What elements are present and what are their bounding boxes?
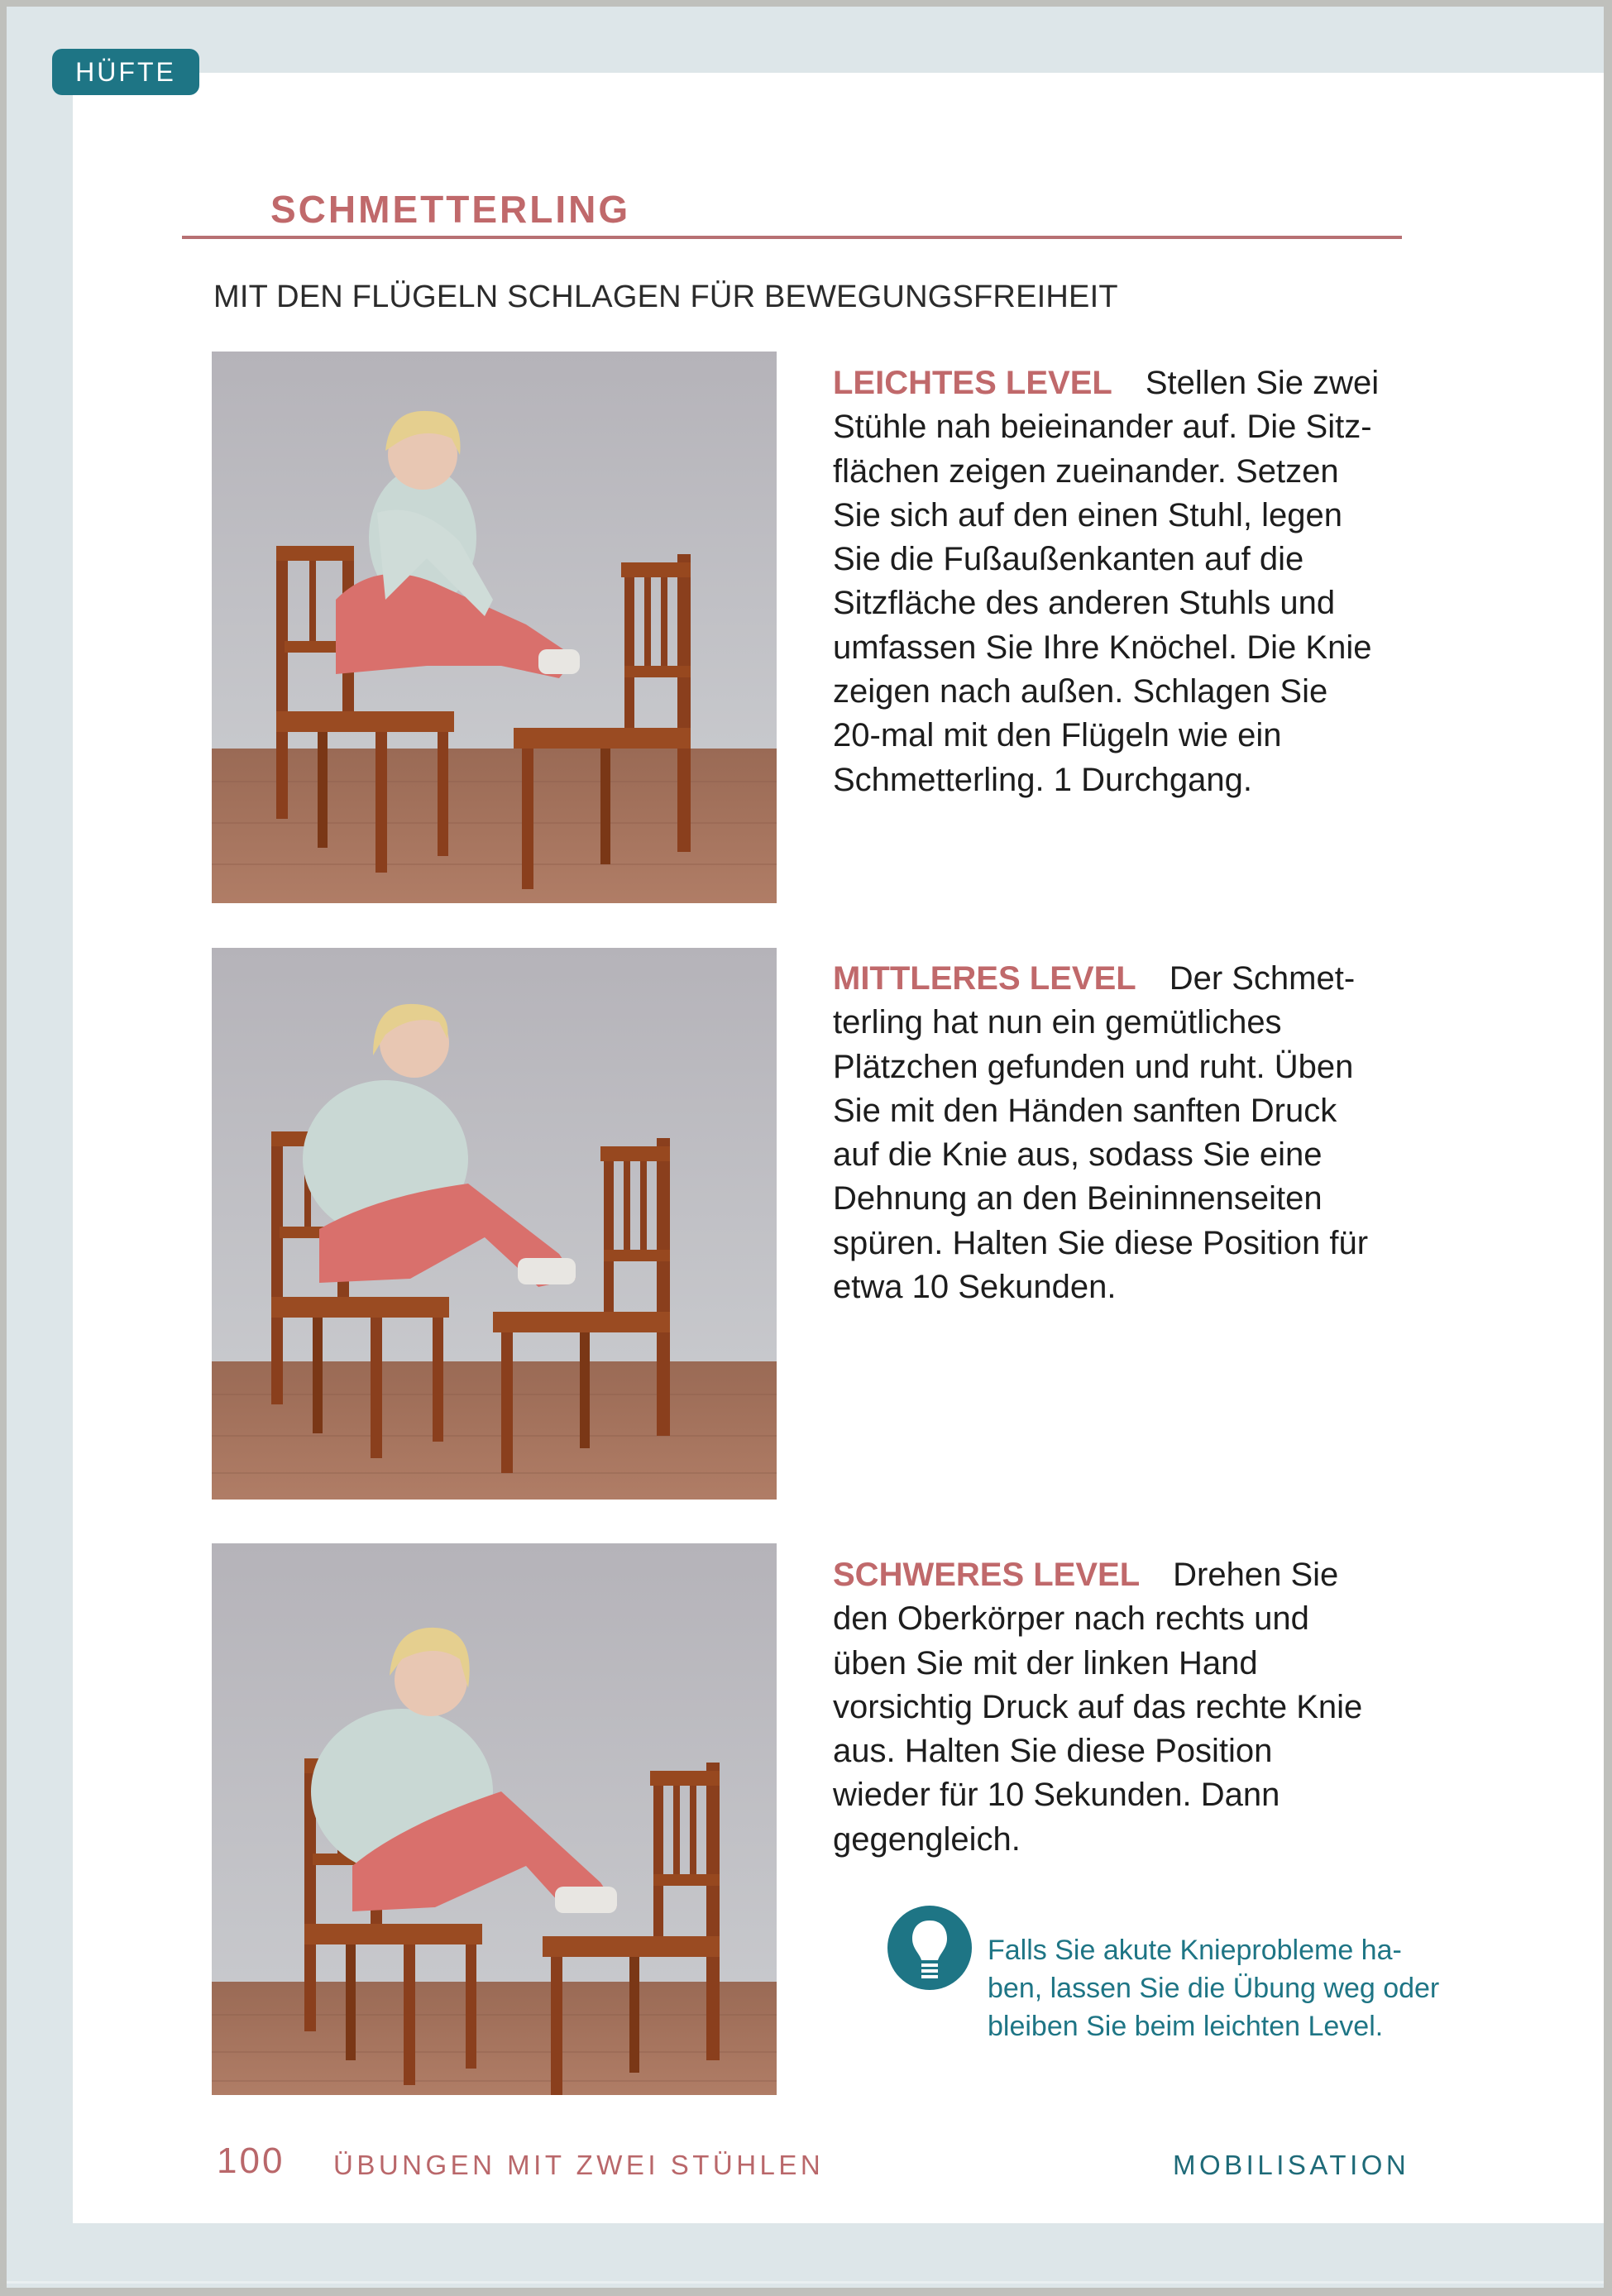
text-line: Dehnung an den Beininnenseiten: [833, 1180, 1323, 1217]
level-2-first-line: MITTLERES LEVEL Der Schmet-: [833, 960, 1356, 997]
level-2-label: MITTLERES LEVEL: [833, 960, 1136, 997]
section-tab-label: HÜFTE: [75, 56, 176, 87]
text-line: wieder für 10 Sekunden. Dann: [833, 1777, 1280, 1814]
footer-chapter: ÜBUNGEN MIT ZWEI STÜHLEN: [333, 2150, 825, 2180]
text-line: gegengleich.: [833, 1820, 1021, 1858]
text-line: Sie sich auf den einen Stuhl, legen: [833, 496, 1342, 533]
text-line: 20-mal mit den Flügeln wie ein: [833, 717, 1282, 754]
level-2-text: [833, 957, 1412, 1309]
tip-text: [988, 1931, 1500, 2045]
text-line: etwa 10 Sekunden.: [833, 1269, 1117, 1306]
level-3-label: SCHWERES LEVEL: [833, 1557, 1141, 1593]
text-line: Schmetterling. 1 Durchgang.: [833, 761, 1252, 798]
level-2-photo: [212, 948, 777, 1500]
text-line: spüren. Halten Sie diese Position für: [833, 1224, 1369, 1261]
level-1-first-line: LEICHTES LEVEL Stellen Sie zwei: [833, 365, 1380, 401]
text-line: vorsichtig Druck auf das rechte Knie: [833, 1688, 1363, 1725]
exercise-photo-icon: [212, 1543, 777, 2095]
level-1-text: [833, 361, 1412, 802]
text-line: Sie die Fußaußenkanten auf die: [833, 541, 1304, 578]
level-1-label: LEICHTES LEVEL: [833, 365, 1112, 401]
exercise-subtitle: MIT DEN FLÜGELN SCHLAGEN FÜR BEWEGUNGSFREIHEIT: [213, 280, 1118, 314]
tip-line: ben, lassen Sie die Übung weg oder: [988, 1973, 1440, 2004]
footer-category: MOBILISATION: [1173, 2150, 1410, 2180]
page-number: 100: [217, 2141, 285, 2181]
text-line: terling hat nun ein gemütliches: [833, 1004, 1282, 1041]
tip-line: Falls Sie akute Knieprobleme ha-: [988, 1935, 1402, 1966]
text-line: Plätzchen gefunden und ruht. Üben: [833, 1048, 1354, 1085]
frame-edge: [7, 2281, 1604, 2284]
level-1-photo: [212, 352, 777, 903]
text-line: den Oberkörper nach rechts und: [833, 1600, 1309, 1638]
text-line: aus. Halten Sie diese Position: [833, 1733, 1273, 1770]
exercise-title: SCHMETTERLING: [270, 188, 631, 231]
text-line: auf die Knie aus, sodass Sie eine: [833, 1136, 1323, 1174]
level-3-text: [833, 1553, 1412, 1862]
level-3-first-line: SCHWERES LEVEL Drehen Sie: [833, 1557, 1339, 1593]
title-divider: [182, 236, 1402, 239]
lightbulb-icon: [887, 1906, 972, 1990]
text-line: zeigen nach außen. Schlagen Sie: [833, 673, 1328, 710]
text-line: flächen zeigen zueinander. Setzen: [833, 452, 1339, 490]
tip-line: bleiben Sie beim leichten Level.: [988, 2011, 1384, 2042]
level-3-photo: [212, 1543, 777, 2095]
text-line: umfassen Sie Ihre Knöchel. Die Knie: [833, 629, 1372, 666]
section-tab: [52, 49, 199, 95]
text-line: Stühle nah beieinander auf. Die Sitz-: [833, 409, 1372, 446]
text-line: Sitzfläche des anderen Stuhls und: [833, 585, 1336, 622]
exercise-photo-icon: [212, 352, 777, 903]
text-line: üben Sie mit der linken Hand: [833, 1644, 1258, 1681]
text-line: Sie mit den Händen sanften Druck: [833, 1092, 1337, 1129]
exercise-photo-icon: [212, 948, 777, 1500]
